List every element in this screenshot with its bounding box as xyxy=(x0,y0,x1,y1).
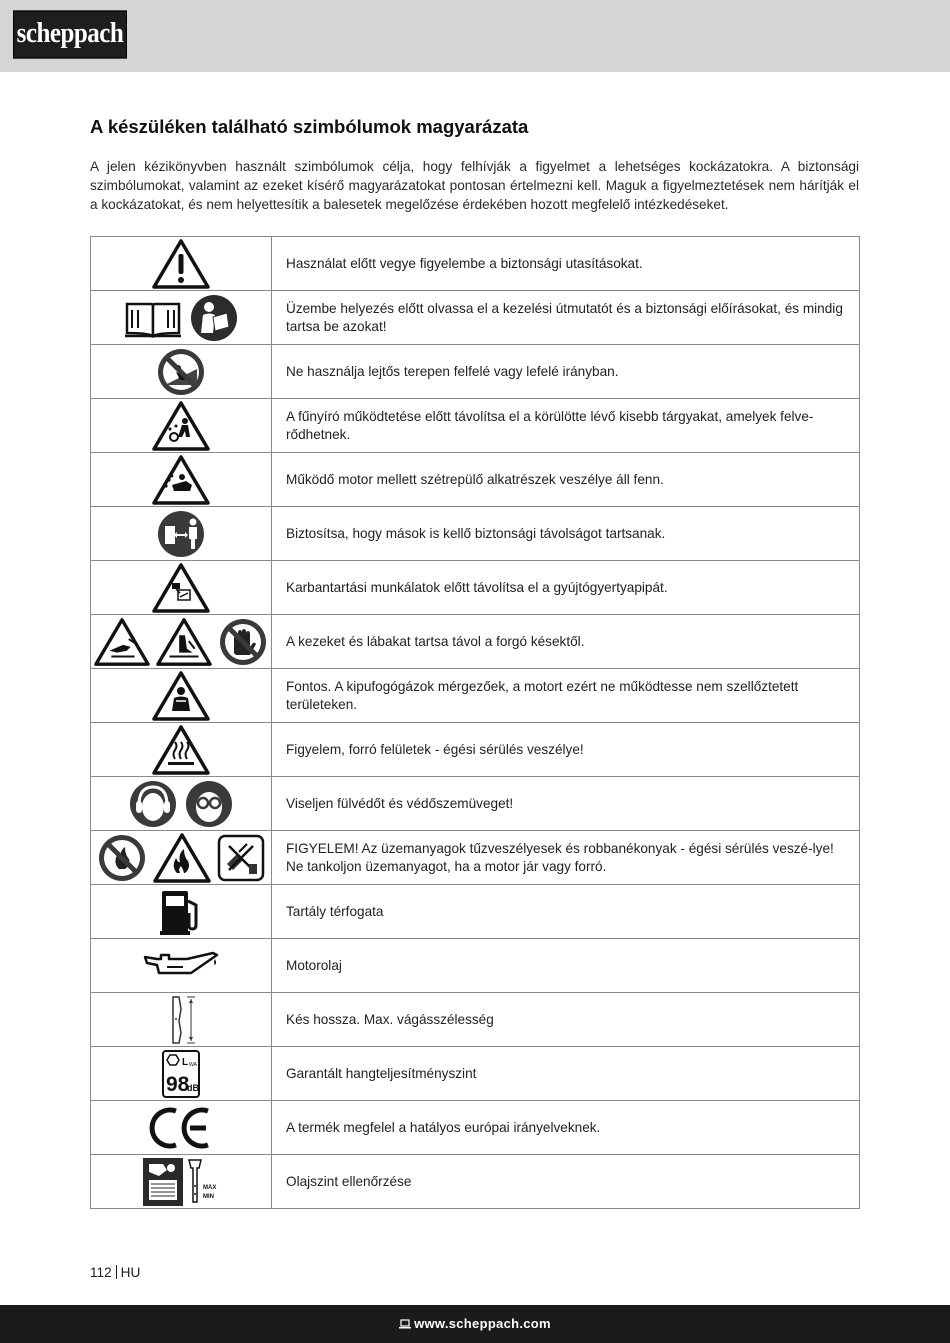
symbol-row xyxy=(91,885,860,939)
remove-objects-warning-icon xyxy=(152,401,210,451)
symbol-row xyxy=(91,777,860,831)
dipstick-max-label: MAX xyxy=(203,1184,217,1191)
symbol-row xyxy=(91,507,860,561)
symbol-description: Üzembe helyezés előtt olvassa el a kezelési útmutatót és a biztonsági előírásokat, és mindig tartsa be azokat! xyxy=(272,291,860,345)
brand-logo: scheppach xyxy=(13,10,127,58)
foot-blade-warning-icon xyxy=(156,617,212,667)
symbol-icons-cell xyxy=(91,345,272,399)
symbol-icons-cell xyxy=(91,993,272,1047)
symbol-description: A kezeket és lábakat tartsa távol a forgó késektől. xyxy=(272,615,860,669)
manual-book-icon xyxy=(123,296,183,340)
symbol-description: Tartály térfogata xyxy=(272,885,860,939)
flying-parts-warning-icon xyxy=(152,455,210,505)
symbol-row xyxy=(91,615,860,669)
hot-surface-warning-icon xyxy=(152,725,210,775)
symbol-icons-cell xyxy=(91,669,272,723)
symbol-row xyxy=(91,237,860,291)
header-bar xyxy=(0,0,950,72)
flammable-warning-icon xyxy=(153,833,211,883)
symbol-icons-cell xyxy=(91,453,272,507)
page-language: HU xyxy=(120,1265,141,1280)
eye-protection-icon xyxy=(184,779,234,829)
symbol-icons-cell xyxy=(91,1155,272,1209)
symbol-description: Figyelem, forró felületek - égési sérülés veszélye! xyxy=(272,723,860,777)
symbol-row xyxy=(91,345,860,399)
symbol-icons-cell xyxy=(91,1101,272,1155)
symbol-icons-cell xyxy=(91,291,272,345)
laptop-icon xyxy=(399,1319,411,1329)
symbols-table xyxy=(90,236,860,1209)
page-number-block xyxy=(90,1265,140,1280)
symbol-icons-cell xyxy=(91,939,272,993)
page-number: 112 xyxy=(90,1265,112,1280)
symbol-icons-cell xyxy=(91,399,272,453)
symbol-description: FIGYELEM! Az üzemanyagok tűzveszélyesek és robbanékonyak - égési sérülés veszé-lye! Ne tankoljon üzemanyagot, ha a motor jár vagy forró. xyxy=(272,831,860,885)
symbol-description: Karbantartási munkálatok előtt távolítsa el a gyújtógyertyapipát. xyxy=(272,561,860,615)
sound-label-code: L xyxy=(182,1056,189,1068)
website-link[interactable]: www.scheppach.com xyxy=(414,1316,551,1331)
symbol-row xyxy=(91,291,860,345)
spark-plug-warning-icon xyxy=(152,563,210,613)
symbol-row xyxy=(91,561,860,615)
symbol-icons-cell xyxy=(91,237,272,291)
symbol-icons-cell xyxy=(91,561,272,615)
page-title: A készüléken található szimbólumok magyarázata xyxy=(90,116,529,137)
intro-paragraph: A jelen kézikönyvben használt szimbólumok célja, hogy felhívják a figyelmet a lehetséges kockázatokra. A biztonsági szimbólumokat, valamint az ezeket kísérő magyarázatokat pontosan értelmezni kell. Maguk a figyelmeztetések nem hárítják el a kockázatokat, és nem helyettesítik a balesetek megelőzése érdekében hozott megfelelő intézkedéseket. xyxy=(90,159,859,212)
symbol-description: Fontos. A kipufogógázok mérgezőek, a motort ezért ne működtesse nem szellőztetett területeken. xyxy=(272,669,860,723)
footer-bar xyxy=(0,1305,950,1343)
symbol-row xyxy=(91,723,860,777)
sound-label-value: 98 xyxy=(166,1072,190,1096)
symbol-description: Biztosítsa, hogy mások is kellő biztonsági távolságot tartsanak. xyxy=(272,507,860,561)
no-fire-icon xyxy=(97,833,147,883)
symbol-description: Garantált hangteljesítményszint xyxy=(272,1047,860,1101)
exclamation-warning-icon xyxy=(152,239,210,289)
sound-label-unit: dB xyxy=(187,1082,199,1093)
symbol-description: Kés hossza. Max. vágásszélesség xyxy=(272,993,860,1047)
symbol-description: Motorolaj xyxy=(272,939,860,993)
symbol-row xyxy=(91,1101,860,1155)
symbol-description: Használat előtt vegye figyelembe a biztonsági utasításokat. xyxy=(272,237,860,291)
no-refuel-icon xyxy=(217,834,265,882)
symbol-description: Ne használja lejtős terepen felfelé vagy lefelé irányban. xyxy=(272,345,860,399)
symbol-row xyxy=(91,1047,860,1101)
symbol-icons-cell xyxy=(91,885,272,939)
read-manual-icon xyxy=(189,293,239,343)
footer-url-wrap xyxy=(399,1316,551,1331)
symbol-description: A termék megfelel a hatályos európai irányelveknek. xyxy=(272,1101,860,1155)
hand-blade-warning-icon xyxy=(94,617,150,667)
symbol-row xyxy=(91,831,860,885)
symbol-description: Viseljen fülvédőt és védőszemüveget! xyxy=(272,777,860,831)
symbol-row xyxy=(91,453,860,507)
symbol-row xyxy=(91,939,860,993)
symbol-icons-cell xyxy=(91,507,272,561)
symbol-row xyxy=(91,993,860,1047)
symbol-icons-cell xyxy=(91,723,272,777)
symbol-icons-cell xyxy=(91,777,272,831)
symbol-description: Működő motor mellett szétrepülő alkatrészek veszélye áll fenn. xyxy=(272,453,860,507)
dipstick-min-label: MIN xyxy=(203,1193,214,1200)
symbol-icons-cell xyxy=(91,831,272,885)
ce-mark-icon xyxy=(148,1105,214,1151)
blade-length-icon xyxy=(161,995,201,1045)
no-slope-icon xyxy=(156,347,206,397)
oil-level-icon xyxy=(141,1156,221,1208)
ear-protection-icon xyxy=(128,779,178,829)
no-hand-icon xyxy=(218,617,268,667)
symbol-description: A fűnyíró működtetése előtt távolítsa el a körülötte lévő kisebb tárgyakat, amelyek felve-rődhetnek. xyxy=(272,399,860,453)
symbol-icons-cell xyxy=(91,615,272,669)
symbol-icons-cell xyxy=(91,1047,272,1101)
sound-power-label-icon xyxy=(161,1049,201,1099)
fuel-pump-icon xyxy=(158,887,204,937)
symbol-row xyxy=(91,399,860,453)
symbol-row xyxy=(91,669,860,723)
oil-can-icon xyxy=(143,949,219,983)
symbol-row xyxy=(91,1155,860,1209)
safety-distance-icon xyxy=(156,509,206,559)
page-separator xyxy=(116,1265,117,1279)
sound-label-sub: WA xyxy=(189,1061,197,1068)
symbol-description: Olajszint ellenőrzése xyxy=(272,1155,860,1209)
toxic-fumes-warning-icon xyxy=(152,671,210,721)
